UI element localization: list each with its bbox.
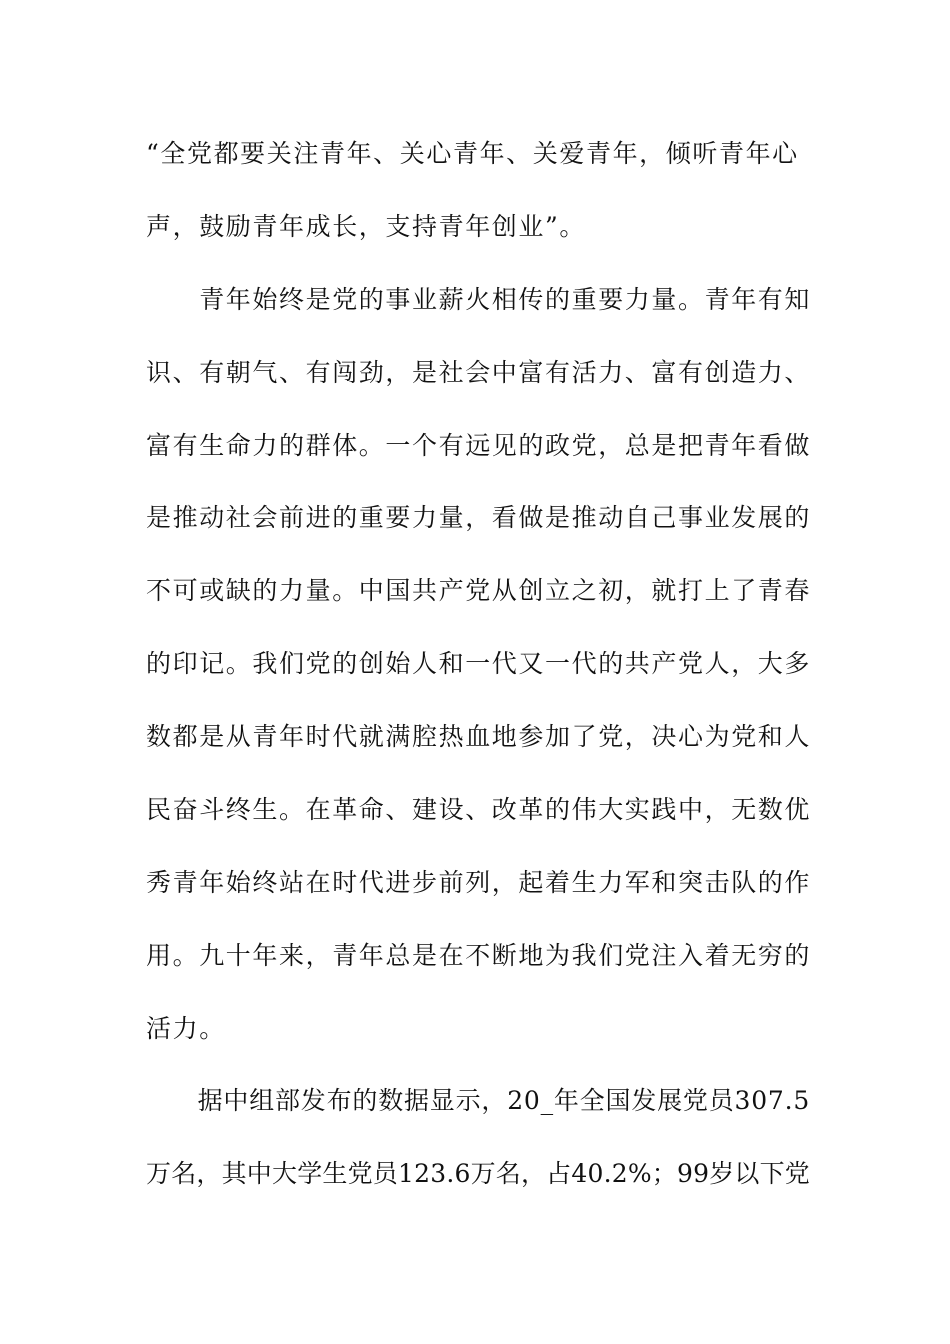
text-line-5: 富有生命力的群体。一个有远见的政党，总是把青年看做 [146, 431, 812, 460]
text-line-7: 不可或缺的力量。中国共产党从创立之初，就打上了青春 [146, 576, 812, 605]
text-line-15: 万名，其中大学生党员123.6万名，占40.2%；99岁以下党 [146, 1159, 811, 1188]
text-line-8: 的印记。我们党的创始人和一代又一代的共产党人，大多 [146, 649, 812, 678]
text-line-14: 据中组部发布的数据显示，20_年全国发展党员307.5 [146, 1086, 811, 1115]
text-line-4: 识、有朝气、有闯劲，是社会中富有活力、富有创造力、 [146, 358, 812, 387]
text-line-6: 是推动社会前进的重要力量，看做是推动自己事业发展的 [146, 503, 812, 532]
text-line-9: 数都是从青年时代就满腔热血地参加了党，决心为党和人 [146, 722, 812, 751]
text-line-10: 民奋斗终生。在革命、建设、改革的伟大实践中，无数优 [146, 795, 812, 824]
text-line-11: 秀青年始终站在时代进步前列，起着生力军和突击队的作 [146, 868, 812, 897]
text-line-13: 活力。 [146, 1014, 226, 1043]
text-line-3: 青年始终是党的事业薪火相传的重要力量。青年有知 [146, 285, 812, 314]
text-line-12: 用。九十年来，青年总是在不断地为我们党注入着无穷的 [146, 941, 812, 970]
text-line-1: “全党都要关注青年、关心青年、关爱青年，倾听青年心 [146, 139, 799, 168]
text-line-2: 声，鼓励青年成长，支持青年创业”。 [146, 212, 586, 241]
